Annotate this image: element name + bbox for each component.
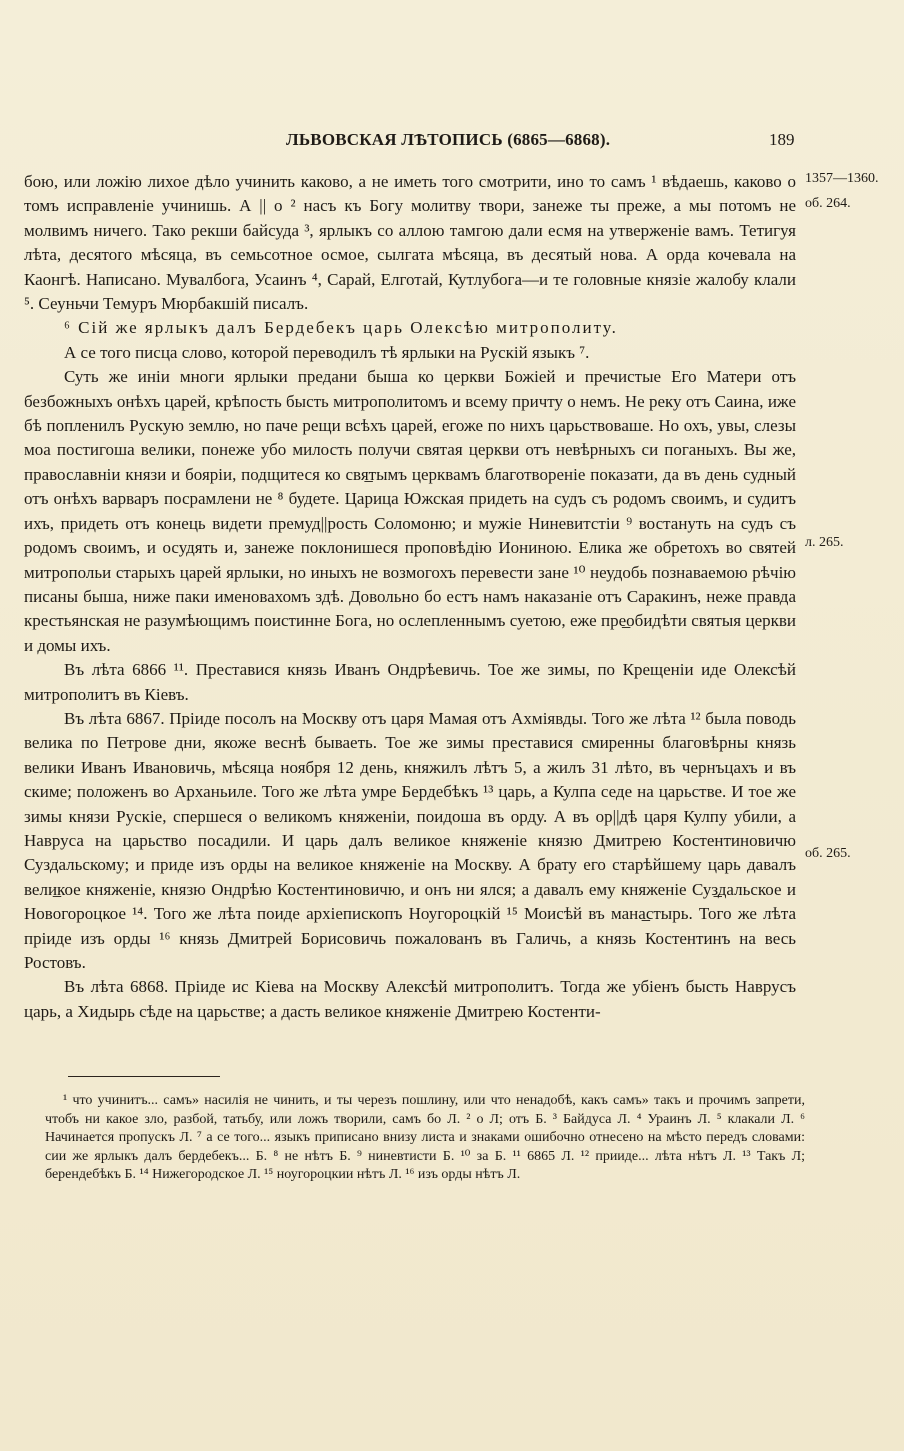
main-text — [24, 170, 796, 1024]
margin-note-folio-265v: об. 265. — [805, 846, 851, 861]
paragraph: Суть же иніи многи ярлыки предани быша ко церкви Божіей и пречистые Его Матери отъ безбожныхъ онѣхъ царей, крѣпость бысть митрополитомъ и всему причту о немъ. Не реку отъ Саина, иже бѣ попленилъ Рускую землю, но паче рещи всѣхъ царей, егоже по нихъ царьствоваше. Но охъ, увы, слезы моа постигоша велики, понеже убо милость получи святая церкви отъ невѣрныхъ си поганыхъ. Вы же, православніи князи и бояріи, подщитеся ко свя̲тымъ церквамъ благотвореніе показати, да въ день судный отъ онѣхъ варваръ посрамлени не ⁸ будете. Царица Южская придеть на судъ съ родомъ своимъ, и судитъ ихъ, придеть отъ конець видети премуд||рость Соломоню; и мужіе Ниневитстіи ⁹ востануть на судъ съ родомъ своимъ, и осудять и, занеже поклонишеся проповѣдію Иониною. Елика же обретохъ во святей митропольи старыхъ царей ярлыки, но иныхъ не возмогохъ перевести зане ¹⁰ неудобь познаваемою рѣчію писаны быша, ниже паки именовахомъ здѣ. Довольно бо естъ намъ наказаніе отъ Саракинъ, неже правда крестьянская не разумѣющимъ поистинне Бога, но ослепленнымъ суетою, еже пре̲обидѣти святыя церкви и домы ихъ. — [24, 367, 796, 655]
paragraph: ⁶ Сій же ярлыкъ далъ Бердебекъ царь Олексѣю митрополиту. — [64, 318, 618, 338]
paragraph: Въ лѣта 6867. Пріиде посолъ на Москву отъ царя Мамая отъ Ахміявды. Того же лѣта ¹² была поводь велика по Петрове дни, якоже веснѣ бываеть. Тое же зимы преставися смиренны благовѣрны князь велики Иванъ Ивановичь, мѣсяца ноября 12 день, княжилъ лѣтъ 5, а жилъ 31 лѣто, въ чернъцахъ и въ скиме; положенъ во Арханьиле. Того же лѣта умре Бердебѣкъ ¹³ царь, а Кулпа седе на царьстве. И тое же зимы князи Рускіе, спершеся о великомъ княженіи, поидоша въ орду. А въ ор||дѣ царя Кулпу убили, а Навруса на царьство посадили. И царь далъ великое княженіе князю Дмитрею Костентиновичю Суздальскому; и приде изъ орды на великое княженіе на Москву. А брату его старѣйшему царь давалъ вели̲кое княженіе, князю Ондрѣю Костентиновичю, и онъ ни ялся; а давалъ ему княженіе Суз̲дальское и Новогороцкое ¹⁴. Того же лѣта поиде архіепископъ Ноугороцкій ¹⁵ Моисѣй въ мана̲стырь. Того же лѣта пріиде изъ орды ¹⁶ князь Дмитрей Борисовичь пожалованъ въ Галичь, а князь Костентинъ на весь Ростовъ. — [24, 708, 796, 972]
running-title: ЛЬВОВСКАЯ ЛѢТОПИСЬ (6865—6868). — [286, 130, 611, 149]
paragraph: Въ лѣта 6866 ¹¹. Преставися князь Иванъ Ондрѣевичь. Тое же зимы, по Крещеніи иде Олексѣй митрополитъ въ Кіевъ. — [24, 660, 796, 704]
page-number: 189 — [769, 130, 795, 149]
margin-note-years: 1357—1360. — [805, 171, 879, 186]
paragraph: А се того писца слово, которой переводилъ тѣ ярлыки на Рускій языкъ ⁷. — [64, 342, 590, 362]
margin-note-folio-264v: об. 264. — [805, 196, 851, 211]
paragraph: бою, или ложію лихое дѣло учинить каково, а не иметь того смотрити, ино то самъ ¹ вѣдаешь, каково о томъ исправленіе учинишь. А || о ² насъ къ Богу молитву твори, занеже ты преже, а мы потомъ не молвимъ ничего. Тако рекши байсуда ³, ярлыкъ со аллою тамгою дали есмя на утверженіе вамъ. Тетигуя лѣта, десятого мѣсяца, въ семьсотное осмое, сылгата мѣсяца, въ десятый нова. А орда кочевала на Каонгѣ. Написано. Мувалбога, Усаинъ ⁴, Сарай, Елготай, Кутлубога—и те головные князіе жалобу клали ⁵. Сеуньчи Темуръ Мюрбакшій писалъ. — [24, 172, 796, 314]
margin-note-folio-265: л. 265. — [805, 535, 844, 550]
footnotes: ¹ что учинитъ... самъ» насилія не чинить, и ты черезъ пошлину, или что ненадобѣ, какъ самъ» такъ и прочимъ запрети, чтобъ ни какое зло, разбой, татьбу, или ложъ творили, самъ бо Л. ² о Л; отъ Б. ³ Байдуса Л. ⁴ Ураинъ Л. ⁵ клакали Л. ⁶ Начинается пропускъ Л. ⁷ а се того... языкъ приписано внизу листа и знаками ошибочно отнесено на мѣсто передъ словами: сии же ярлыкъ далъ бердебекъ... Б. ⁸ не нѣтъ Б. ⁹ ниневтисти Б. ¹⁰ за Б. ¹¹ 6865 Л. ¹² прииде... лѣта нѣтъ Л. ¹³ Такъ Л; берендебѣкъ Б. ¹⁴ Нижегородское Л. ¹⁵ ноугороцкии нѣтъ Л. ¹⁶ изъ орды нѣтъ Л. — [45, 1093, 805, 1183]
footnote-divider — [68, 1076, 220, 1077]
paragraph: Въ лѣта 6868. Пріиде ис Кіева на Москву Алексѣй митрополитъ. Тогда же убіенъ бысть Наврусъ царь, а Хидырь сѣде на царьстве; а дасть великое княженіе Дмитрею Костенти- — [24, 977, 796, 1021]
